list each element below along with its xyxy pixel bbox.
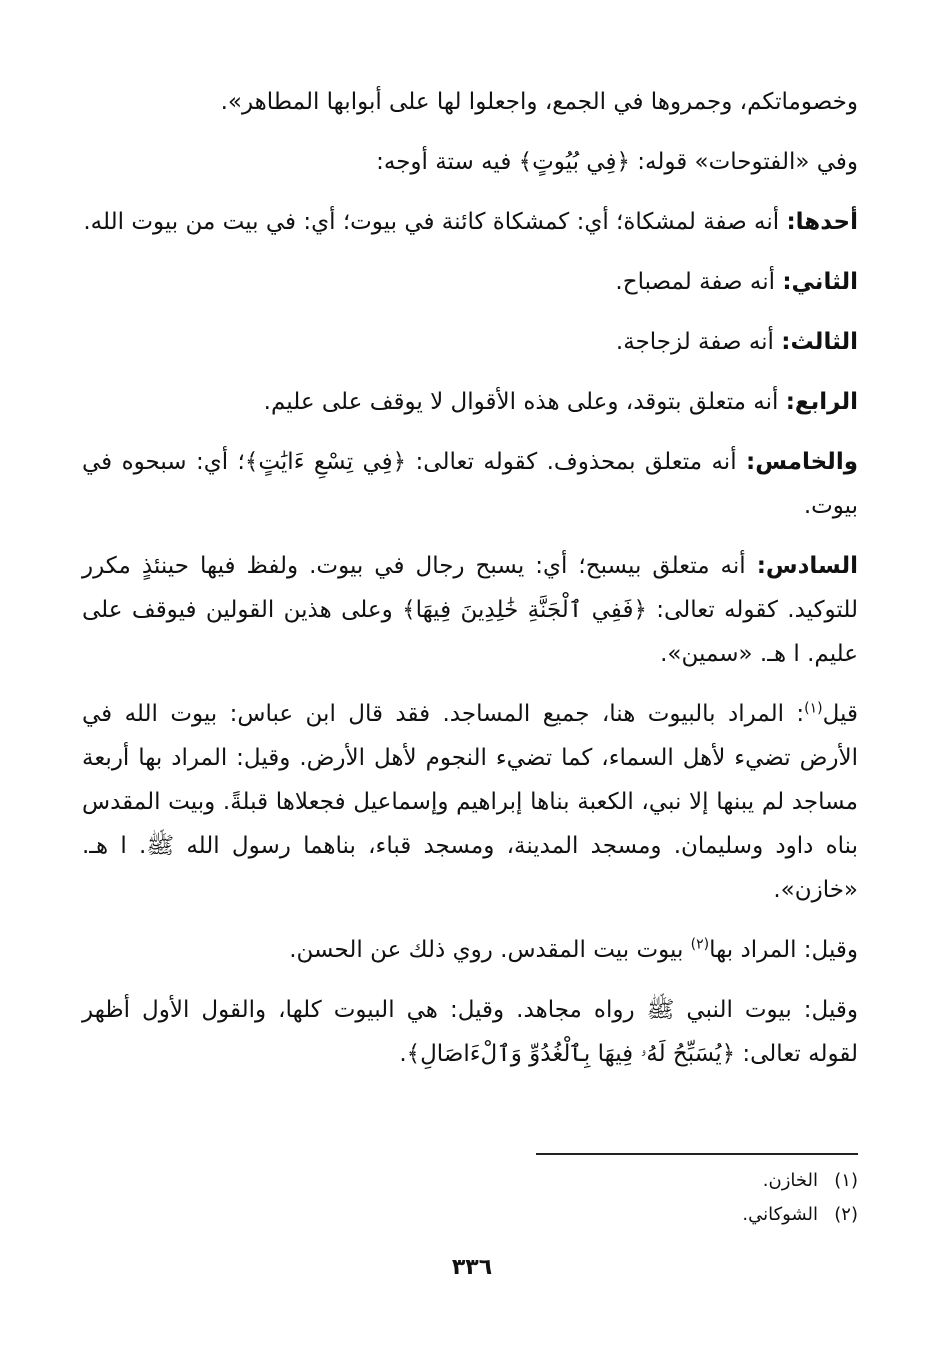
paragraph-text: أنه صفة لزجاجة.	[615, 329, 782, 355]
paragraph-fourth-aspect	[82, 380, 858, 424]
footnotes	[358, 1164, 858, 1232]
paragraph-label: السادس:	[756, 553, 858, 579]
paragraph-label: الثاني:	[782, 269, 858, 295]
footnote-item	[358, 1164, 858, 1198]
page-number: ٣٣٦	[451, 1255, 493, 1280]
paragraph-third-aspect	[82, 320, 858, 364]
paragraph-text: وقيل: المراد بها	[709, 937, 858, 963]
paragraph-text: وخصوماتكم، وجمروها في الجمع، واجعلوا لها على أبوابها المطاهر».	[220, 89, 858, 115]
paragraph-label: الرابع:	[785, 389, 858, 415]
footnote-number: (٢)	[834, 1204, 858, 1225]
paragraph-opinion-mosques	[82, 692, 858, 912]
paragraph-text: : المراد بالبيوت هنا، جميع المساجد. فقد قال ابن عباس: بيوت الله في الأرض تضيء لأهل السماء، كما تضيء النجوم لأهل الأرض. وقيل: المراد بها أربعة مساجد لم يبنها إلا نبي، الكعبة بناها إبراهيم وإسماعيل فجعلاها قبلةً. وبيت المقدس بناه داود وسليمان. ومسجد المدينة، ومسجد قباء، بناهما رسول الله ﷺ. ا هـ. «خازن».	[82, 701, 858, 903]
paragraph-label: والخامس:	[746, 449, 858, 475]
footnote-ref[interactable]: (١)	[804, 700, 823, 717]
paragraph-text: أنه متعلق بتوقد، وعلى هذه الأقوال لا يوقف على عليم.	[263, 389, 786, 415]
paragraph-text: أنه صفة لمشكاة؛ أي: كمشكاة كائنة في بيوت؛ أي: في بيت من بيوت الله.	[83, 209, 787, 235]
footnote-item	[358, 1198, 858, 1232]
paragraph-text: أنه صفة لمصباح.	[615, 269, 783, 295]
paragraph-opinion-prophet-houses	[82, 988, 858, 1076]
paragraph-fifth-aspect	[82, 440, 858, 528]
paragraph-second-aspect	[82, 260, 858, 304]
paragraph-label: الثالث:	[781, 329, 858, 355]
paragraph-futuhat	[82, 140, 858, 184]
paragraph-first-aspect	[82, 200, 858, 244]
paragraph-text: بيوت بيت المقدس. روي ذلك عن الحسن.	[289, 937, 691, 963]
footnote-divider	[536, 1153, 858, 1155]
paragraph-text: وفي «الفتوحات» قوله: ﴿فِي بُيُوتٍ﴾ فيه ستة أوجه:	[376, 149, 858, 175]
paragraph-opinion-jerusalem	[82, 928, 858, 972]
paragraph-text: أنه متعلق بيسبح؛ أي: يسبح رجال في بيوت. ولفظ فيها حينئذٍ مكرر للتوكيد. كقوله تعالى: ﴿فَفِي ٱلْجَنَّةِ خَٰلِدِينَ فِيهَا﴾ وعلى هذين القولين فيوقف على عليم. ا هـ. «سمين».	[82, 553, 858, 667]
main-text	[82, 80, 858, 1092]
paragraph-text: أنه متعلق بمحذوف. كقوله تعالى: ﴿فِي تِسْعِ ءَايَٰتٍ﴾؛ أي: سبحوه في بيوت.	[82, 449, 858, 519]
paragraph-label: أحدها:	[786, 209, 858, 235]
footnote-ref[interactable]: (٢)	[690, 936, 710, 953]
paragraph-text: وقيل: بيوت النبي ﷺ رواه مجاهد. وقيل: هي البيوت كلها، والقول الأول أظهر لقوله تعالى: ﴿يُسَبِّحُ لَهُۥ فِيهَا بِٱلْغُدُوِّ وَٱلْءَاصَالِ﴾.	[82, 997, 858, 1067]
paragraph-sixth-aspect	[82, 544, 858, 676]
footnote-number: (١)	[834, 1170, 858, 1191]
footnote-text: الشوكاني.	[742, 1204, 818, 1225]
paragraph-intro-quote	[82, 80, 858, 124]
footnote-text: الخازن.	[762, 1170, 818, 1191]
paragraph-text: قيل	[822, 701, 858, 727]
